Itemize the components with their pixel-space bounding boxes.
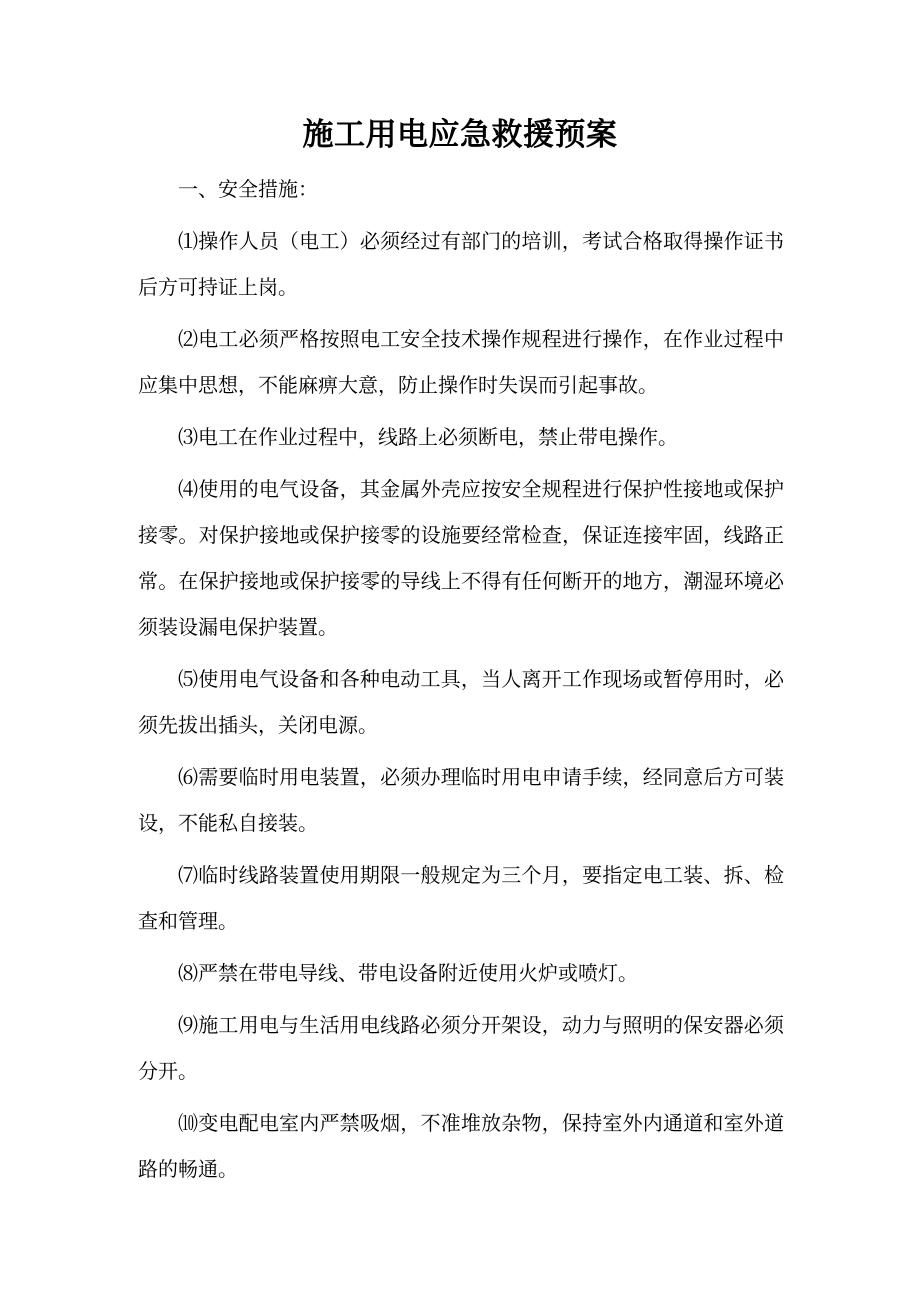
paragraph-4: ⑷使用的电气设备，其金属外壳应按安全规程进行保护性接地或保护接零。对保护接地或保护接零的设施要经常检查，保证连接牢固，线路正常。在保护接地或保护接零的导线上不得有任何断开的地方，潮湿环境必须装设漏电保护装置。 [138,477,784,639]
paragraph-10: ⑽变电配电室内严禁吸烟，不准堆放杂物，保持室外内通道和室外道路的畅通。 [138,1111,784,1181]
paragraph-3: ⑶电工在作业过程中，线路上必须断电，禁止带电操作。 [178,425,678,449]
paragraph-6: ⑹需要临时用电装置，必须办理临时用电申请手续，经同意后方可装设，不能私自接装。 [138,765,784,835]
paragraph-7: ⑺临时线路装置使用期限一般规定为三个月，要指定电工装、拆、检查和管理。 [138,863,784,933]
paragraph-5: ⑸使用电气设备和各种电动工具，当人离开工作现场或暂停用时，必须先拔出插头，关闭电源。 [138,667,784,737]
paragraph-2: ⑵电工必须严格按照电工安全技术操作规程进行操作，在作业过程中应集中思想，不能麻痹大意，防止操作时失误而引起事故。 [138,327,784,397]
paragraph-9: ⑼施工用电与生活用电线路必须分开架设，动力与照明的保安器必须分开。 [138,1013,784,1083]
paragraph-1: ⑴操作人员（电工）必须经过有部门的培训，考试合格取得操作证书后方可持证上岗。 [138,229,784,299]
document-body [138,166,784,1198]
section-heading: 一、安全措施： [178,177,318,201]
paragraph-8: ⑻严禁在带电导线、带电设备附近使用火炉或喷灯。 [178,961,638,985]
document-title: 施工用电应急救援预案 [302,117,618,153]
